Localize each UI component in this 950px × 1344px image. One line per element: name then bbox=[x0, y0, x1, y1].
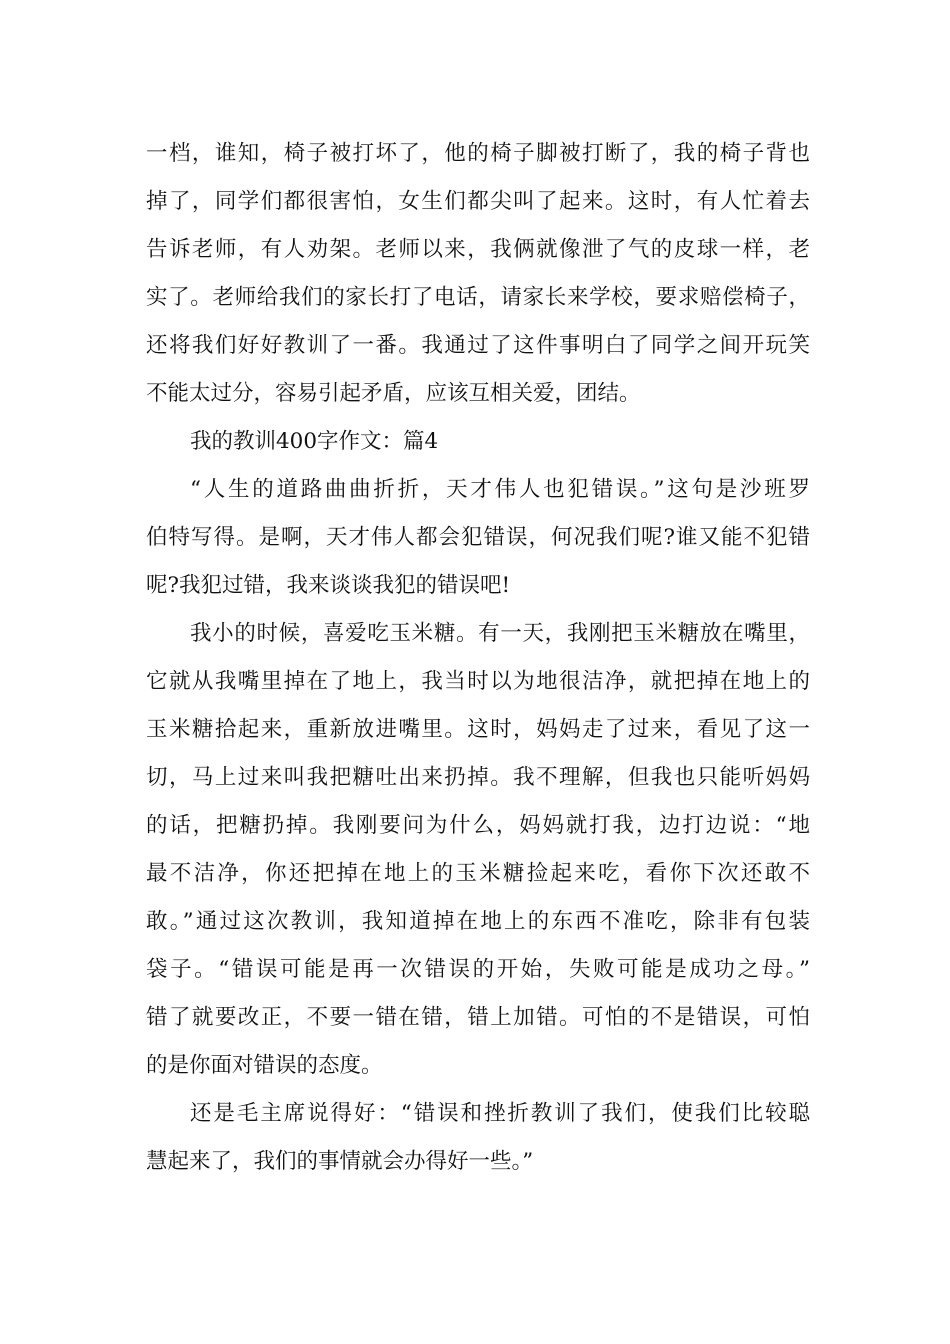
paragraph bbox=[146, 130, 810, 418]
text-line: 伯特写得。是啊，天才伟人都会犯错误，何况我们呢?谁又能不犯错 bbox=[146, 525, 810, 550]
text-line: 的是你面对错误的态度。 bbox=[146, 1053, 383, 1078]
text-line: 玉米糖拾起来，重新放进嘴里。这时，妈妈走了过来，看见了这一 bbox=[146, 717, 810, 742]
paragraph bbox=[146, 610, 810, 1090]
text-line: 还是毛主席说得好：“错误和挫折教训了我们，使我们比较聪 bbox=[190, 1101, 810, 1126]
document-page bbox=[146, 130, 810, 1186]
text-line: 它就从我嘴里掉在了地上，我当时以为地很洁净，就把掉在地上的 bbox=[146, 669, 810, 694]
text-line: 我小的时候，喜爱吃玉米糖。有一天，我刚把玉米糖放在嘴里， bbox=[190, 621, 810, 646]
text-line: 敢。”通过这次教训，我知道掉在地上的东西不准吃，除非有包装 bbox=[146, 909, 810, 934]
paragraph bbox=[146, 1090, 810, 1186]
paragraph bbox=[146, 466, 810, 610]
text-line: 还将我们好好教训了一番。我通过了这件事明白了同学之间开玩笑 bbox=[146, 333, 810, 358]
text-line: 告诉老师，有人劝架。老师以来，我俩就像泄了气的皮球一样，老 bbox=[146, 237, 810, 262]
text-line: 不能太过分，容易引起矛盾，应该互相关爱，团结。 bbox=[146, 381, 641, 406]
text-line: “人生的道路曲曲折折，天才伟人也犯错误。”这句是沙班罗 bbox=[190, 477, 810, 502]
text-line: 实了。老师给我们的家长打了电话，请家长来学校，要求赔偿椅子， bbox=[146, 285, 810, 310]
text-line: 的话，把糖扔掉。我刚要问为什么，妈妈就打我，边打边说：“地 bbox=[146, 813, 810, 838]
text-line: 慧起来了，我们的事情就会办得好一些。” bbox=[146, 1149, 534, 1174]
text-line: 最不洁净，你还把掉在地上的玉米糖捡起来吃，看你下次还敢不 bbox=[146, 861, 810, 886]
section-heading: 我的教训400字作文：篇4 bbox=[190, 429, 439, 454]
text-line: 呢?我犯过错，我来谈谈我犯的错误吧! bbox=[146, 573, 511, 598]
text-line: 袋子。“错误可能是再一次错误的开始，失败可能是成功之母。” bbox=[146, 957, 810, 982]
text-line: 一档，谁知，椅子被打坏了，他的椅子脚被打断了，我的椅子背也 bbox=[146, 141, 810, 166]
text-line: 错了就要改正，不要一错在错，错上加错。可怕的不是错误，可怕 bbox=[146, 1005, 810, 1030]
text-line: 掉了，同学们都很害怕，女生们都尖叫了起来。这时，有人忙着去 bbox=[146, 189, 810, 214]
text-line: 切，马上过来叫我把糖吐出来扔掉。我不理解，但我也只能听妈妈 bbox=[146, 765, 810, 790]
